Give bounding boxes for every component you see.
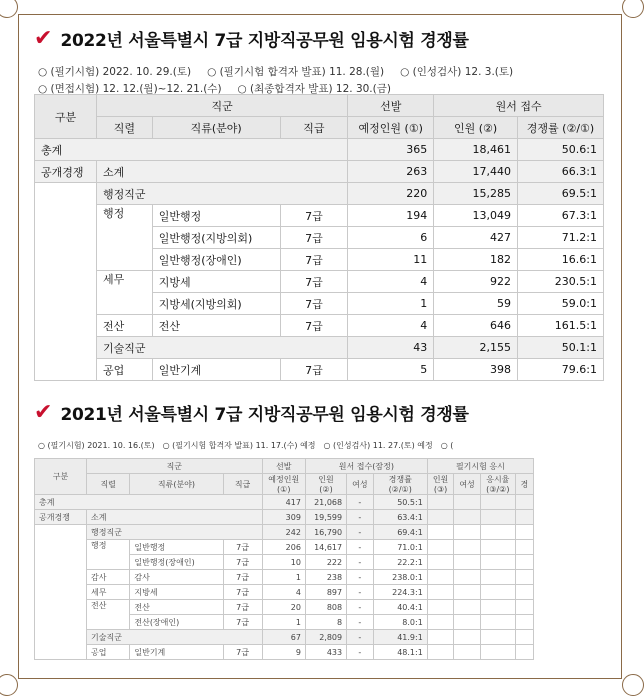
schedule-item: ○ (인성검사) 11. 27.(토) 예정 bbox=[323, 441, 433, 450]
table-row: 행정 일반행정 7급 206 14,617 - 71.0:1 bbox=[35, 540, 534, 555]
header-jikryeol: 직렬 bbox=[96, 117, 152, 139]
table-2022-viewport bbox=[34, 94, 604, 378]
frame-corner-curl bbox=[0, 674, 18, 696]
competition-table-2022 bbox=[34, 94, 604, 381]
header-rate: 경쟁률 (②/①) bbox=[517, 117, 603, 139]
header-gubun: 구분 bbox=[35, 459, 87, 495]
header-rate: 경쟁률 (②/①) bbox=[373, 474, 427, 495]
table-row: 공개경쟁 소계 263 17,440 66.3:1 bbox=[35, 161, 604, 183]
header-inwon: 인원 (②) bbox=[305, 474, 346, 495]
table-row: 행정직군 242 16,790 - 69.4:1 bbox=[35, 525, 534, 540]
table-row: 공개경쟁 소계 309 19,599 - 63.4:1 bbox=[35, 510, 534, 525]
table-row: 공업 일반기계 7급 9 433 - 48.1:1 bbox=[35, 645, 534, 660]
header-jikgun: 직군 bbox=[96, 95, 347, 117]
header-cut: 경 bbox=[515, 474, 533, 495]
table-row: 일반행정(지방의회) 7급 6 427 71.2:1 bbox=[35, 227, 604, 249]
table-row: 공업 일반기계 7급 5 398 79.6:1 bbox=[35, 359, 604, 381]
table-row: 세무 지방세 7급 4 897 - 224.3:1 bbox=[35, 585, 534, 600]
table-row: 총계 417 21,068 - 50.5:1 bbox=[35, 495, 534, 510]
header-yejeong: 예정인원 (①) bbox=[262, 474, 305, 495]
table-row: 행정 일반행정 7급 194 13,049 67.3:1 bbox=[35, 205, 604, 227]
section-2021-title-row bbox=[34, 400, 469, 425]
table-row: 총계 365 18,461 50.6:1 bbox=[35, 139, 604, 161]
header-jikryu: 직류(분야) bbox=[152, 117, 280, 139]
table-row: 전산(장애인) 7급 1 8 - 8.0:1 bbox=[35, 615, 534, 630]
schedule-item: ○ (필기시험) 2021. 10. 16.(토) bbox=[38, 441, 155, 450]
header-wonseo: 원서 접수 bbox=[434, 95, 604, 117]
schedule-item: ○ (필기시험 합격자 발표) 11. 28.(월) bbox=[207, 66, 385, 78]
header-inwon: 인원 (②) bbox=[434, 117, 518, 139]
header-pilgi: 필기시험 응시 bbox=[427, 459, 533, 474]
schedule-item: ○ ( bbox=[440, 441, 454, 450]
section-title: 2021년 서울특별시 7급 지방직공무원 임용시험 경쟁률 bbox=[60, 405, 469, 425]
section-title: 2022년 서울특별시 7급 지방직공무원 임용시험 경쟁률 bbox=[60, 31, 469, 51]
header-eungsi: 응시율 (③/②) bbox=[480, 474, 515, 495]
competition-table-2021 bbox=[34, 458, 534, 660]
schedule-item: ○ (최종합격자 발표) 12. 30.(금) bbox=[237, 83, 391, 95]
header-seonbal: 선발 bbox=[262, 459, 305, 474]
header-gubun: 구분 bbox=[35, 95, 97, 139]
header-jikryu: 직류(분야) bbox=[130, 474, 223, 495]
red-check-icon: ✔ bbox=[34, 399, 53, 425]
schedule-item: ○ (면접시험) 12. 12.(월)~12. 21.(수) bbox=[38, 83, 222, 95]
table-row: 전산 전산 7급 20 808 - 40.4:1 bbox=[35, 600, 534, 615]
header-jikgun: 직군 bbox=[87, 459, 263, 474]
table-2021-viewport bbox=[34, 458, 529, 664]
schedule-item: ○ (필기시험 합격자 발표) 11. 17.(수) 예정 bbox=[162, 441, 316, 450]
table-row: 전산 전산 7급 4 646 161.5:1 bbox=[35, 315, 604, 337]
header-inwon2: 인원 (③) bbox=[427, 474, 454, 495]
table-row: 감사 감사 7급 1 238 - 238.0:1 bbox=[35, 570, 534, 585]
schedule-item: ○ (필기시험) 2022. 10. 29.(토) bbox=[38, 66, 192, 78]
header-jikgeup: 직급 bbox=[223, 474, 262, 495]
section-2022-title-row bbox=[34, 26, 469, 51]
schedule-item: ○ (인성검사) 12. 3.(토) bbox=[400, 66, 514, 78]
header-wonseo: 원서 접수(잠정) bbox=[305, 459, 427, 474]
header-seonbal: 선발 bbox=[348, 95, 434, 117]
header-yejeong: 예정인원 (①) bbox=[348, 117, 434, 139]
table-row: 일반행정(장애인) 7급 10 222 - 22.2:1 bbox=[35, 555, 534, 570]
frame-corner-curl bbox=[0, 0, 18, 18]
table-row: 기술직군 67 2,809 - 41.9:1 bbox=[35, 630, 534, 645]
table-row: 행정직군 220 15,285 69.5:1 bbox=[35, 183, 604, 205]
table-row: 세무 지방세 7급 4 922 230.5:1 bbox=[35, 271, 604, 293]
header-yeoseong2: 여성 bbox=[454, 474, 481, 495]
header-jikryeol: 직렬 bbox=[87, 474, 130, 495]
table-row: 지방세(지방의회) 7급 1 59 59.0:1 bbox=[35, 293, 604, 315]
exam-schedule bbox=[38, 64, 529, 98]
header-yeoseong: 여성 bbox=[347, 474, 374, 495]
red-check-icon: ✔ bbox=[34, 25, 53, 51]
exam-schedule bbox=[38, 440, 486, 452]
frame-corner-curl bbox=[622, 674, 644, 696]
frame-corner-curl bbox=[622, 0, 644, 18]
header-jikgeup: 직급 bbox=[280, 117, 348, 139]
table-row: 기술직군 43 2,155 50.1:1 bbox=[35, 337, 604, 359]
table-row: 일반행정(장애인) 7급 11 182 16.6:1 bbox=[35, 249, 604, 271]
